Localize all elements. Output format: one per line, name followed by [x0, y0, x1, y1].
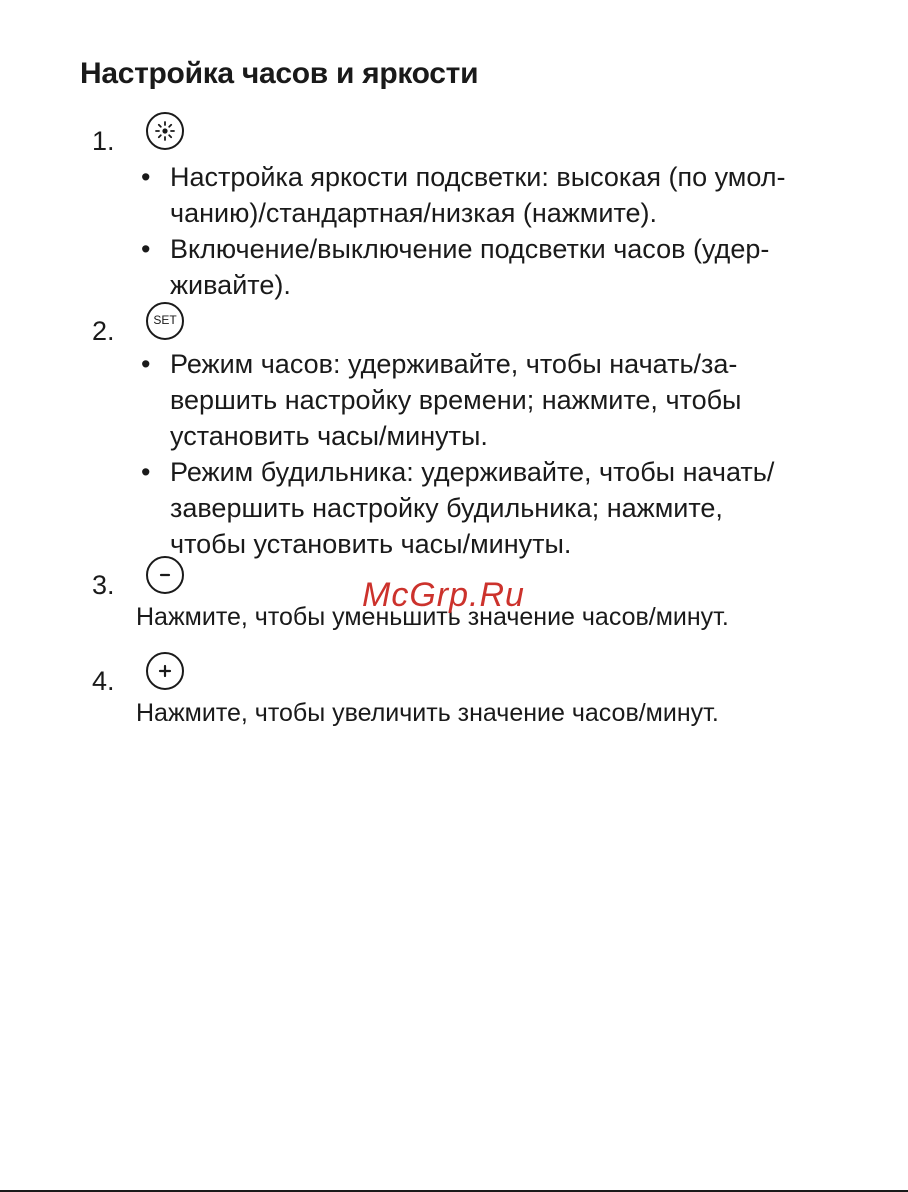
list-item: [141, 454, 852, 562]
step-2: [92, 302, 852, 562]
plus-icon: [146, 652, 184, 690]
bullet-text: Включение/выключение подсветки часов (удер- живайте).: [170, 234, 770, 300]
bullet-dot: •: [141, 349, 151, 379]
step-number: 3.: [92, 570, 115, 600]
page-title: Настройка часов и яркости: [80, 57, 479, 90]
set-icon-label: SET: [153, 313, 177, 327]
list-item: [141, 159, 852, 231]
list-item: [141, 231, 852, 303]
step-number: 4.: [92, 666, 115, 696]
bullet-text: Режим часов: удерживайте, чтобы начать/за- вершить настройку времени; нажмите, чтобы установить часы/минуты.: [170, 349, 742, 451]
watermark: McGrp.Ru: [362, 576, 525, 614]
bullet-dot: •: [141, 162, 151, 192]
step-4: [92, 652, 852, 730]
bullet-dot: •: [141, 457, 151, 487]
bullet-text: Настройка яркости подсветки: высокая (по умол- чанию)/стандартная/низкая (нажмите).: [170, 162, 786, 228]
step-number: 2.: [92, 316, 115, 346]
bullet-text: Режим будильника: удерживайте, чтобы начать/ завершить настройку будильника; нажмите, чтобы установить часы/минуты.: [170, 457, 775, 559]
minus-icon: [146, 556, 184, 594]
brightness-icon: [146, 112, 184, 150]
step-description: Нажмите, чтобы уменьшить значение часов/минут.: [136, 603, 729, 631]
step-1: [92, 112, 852, 303]
list-item: [141, 346, 852, 454]
set-button-icon: [146, 302, 184, 340]
step-number: 1.: [92, 126, 115, 156]
step-description: Нажмите, чтобы увеличить значение часов/минут.: [136, 699, 719, 727]
bullet-dot: •: [141, 234, 151, 264]
